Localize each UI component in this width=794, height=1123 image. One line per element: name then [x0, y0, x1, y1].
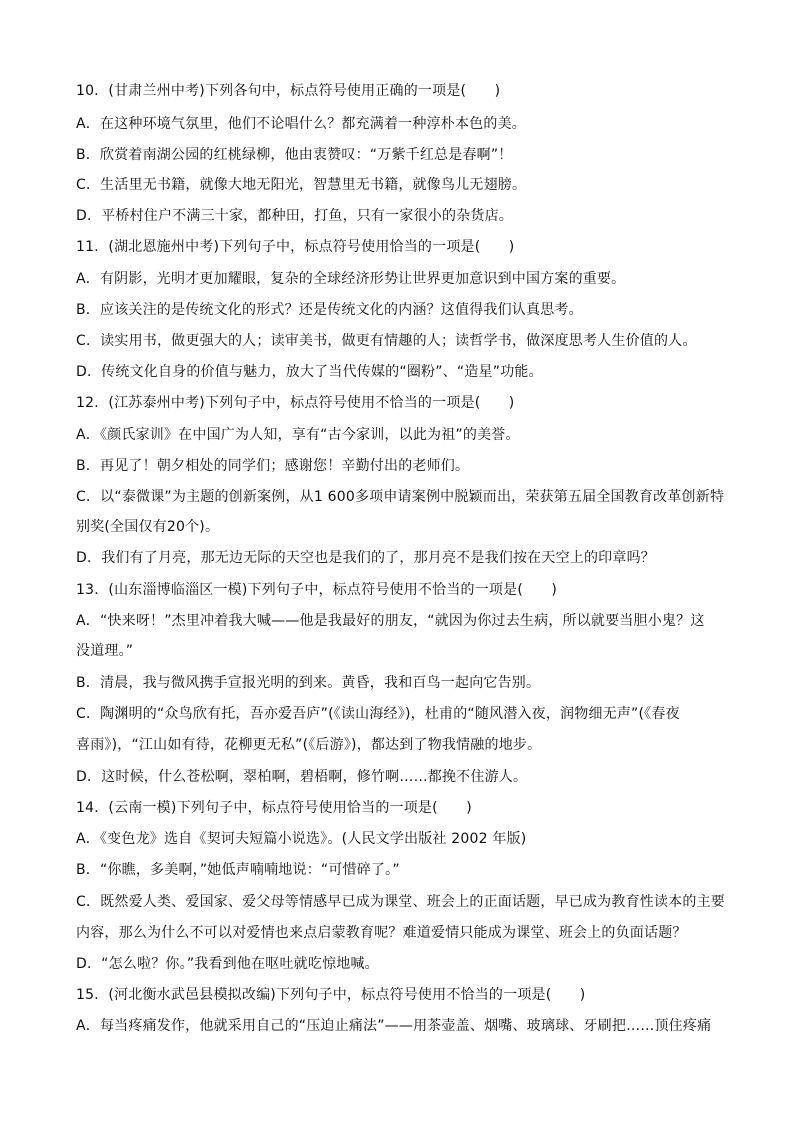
question-11-option-b: B．应该关注的是传统文化的形式？还是传统文化的内涵？这值得我们认真思考。: [76, 302, 583, 318]
question-10-option-b: B．欣赏着南湖公园的红桃绿柳，他由衷赞叹：“万紫千红总是春啊”！: [76, 147, 513, 163]
question-14-option-a: A．《变色龙》选自《契诃夫短篇小说选》。(人民文学出版社 2002 年版): [76, 831, 527, 847]
question-13-option-c-cont: 喜雨》)，“江山如有待，花柳更无私”(《后游》)，都达到了物我情融的地步。: [76, 737, 542, 753]
question-15-option-a: A．每当疼痛发作，他就采用自己的“压迫止痛法”——用茶壶盖、烟嘴、玻璃球、牙刷把……顶住疼痛: [76, 1018, 712, 1034]
question-10-option-a: A．在这种环境气氛里，他们不论唱什么？都充满着一种淳朴本色的美。: [76, 116, 526, 132]
question-11-option-c: C．读实用书，做更强大的人；读审美书，做更有情趣的人；读哲学书，做深度思考人生价值的人。: [76, 333, 697, 349]
question-14-option-b: B．“你瞧，多美啊，”她低声喃喃地说：“可惜碎了。”: [76, 862, 400, 878]
question-13-option-d: D．这时候，什么苍松啊，翠柏啊，碧梧啊，修竹啊……都挽不住游人。: [76, 769, 528, 785]
question-10-option-d: D．平桥村住户不满三十家，都种田，打鱼，只有一家很小的杂货店。: [76, 208, 513, 224]
question-10-stem: 10．(甘肃兰州中考)下列各句中，标点符号使用正确的一项是( ): [76, 83, 501, 99]
question-12-option-c-cont: 别奖(全国仅有20个)。: [76, 519, 220, 535]
question-13-option-a-cont: 没道理。”: [76, 643, 134, 659]
question-12-option-c: C．以“泰微课”为主题的创新案例，从1 600多项申请案例中脱颖而出，荣获第五届全国教育改革创新特: [76, 489, 725, 505]
question-14-option-c-cont: 内容，那么为什么不可以对爱情也来点启蒙教育呢？难道爱情只能成为课堂、班会上的负面话题？: [76, 925, 687, 941]
question-13-stem: 13．(山东淄博临淄区一模)下列句子中，标点符号使用不恰当的一项是( ): [76, 582, 558, 598]
question-10-option-c: C．生活里无书籍，就像大地无阳光，智慧里无书籍，就像鸟儿无翅膀。: [76, 177, 527, 193]
question-15-stem: 15．(河北衡水武邑县模拟改编)下列句子中，标点符号使用不恰当的一项是( ): [76, 987, 586, 1003]
question-14-option-c: C．既然爱人类、爱国家、爱父母等情感早已成为课堂、班会上的正面话题，早已成为教育性读本的主要: [76, 894, 725, 910]
question-13-option-b: B．清晨，我与微风携手宣报光明的到来。黄昏，我和百鸟一起向它告别。: [76, 675, 541, 691]
question-12-option-a: A．《颜氏家训》在中国广为人知，享有“古今家训，以此为祖”的美誉。: [76, 427, 520, 443]
question-11-option-d: D．传统文化自身的价值与魅力，放大了当代传媒的“圈粉”、“造星”功能。: [76, 364, 543, 380]
question-11-option-a: A．有阴影，光明才更加耀眼，复杂的全球经济形势让世界更加意识到中国方案的重要。: [76, 271, 626, 287]
question-13-option-a: A．“快来呀！”杰里冲着我大喊——他是我最好的朋友，“就因为你过去生病，所以就要当胆小鬼？这: [76, 613, 705, 629]
question-11-stem: 11．(湖北恩施州中考)下列句子中，标点符号使用恰当的一项是( ): [76, 239, 515, 255]
question-12-stem: 12．(江苏泰州中考)下列句子中，标点符号使用不恰当的一项是( ): [76, 395, 515, 411]
question-14-stem: 14．(云南一模)下列句子中，标点符号使用恰当的一项是( ): [76, 800, 472, 816]
question-13-option-c: C．陶渊明的“众鸟欣有托，吾亦爱吾庐”(《读山海经》)，杜甫的“随风潜入夜，润物细无声”(《春夜: [76, 706, 680, 722]
question-12-option-d: D．我们有了月亮，那无边无际的天空也是我们的了，那月亮不是我们按在天空上的印章吗？: [76, 550, 655, 566]
question-12-option-b: B．再见了！朝夕相处的同学们；感谢您！辛勤付出的老师们。: [76, 458, 470, 474]
question-14-option-d: D．“怎么啦？你。”我看到他在呕吐就吃惊地喊。: [76, 956, 379, 972]
